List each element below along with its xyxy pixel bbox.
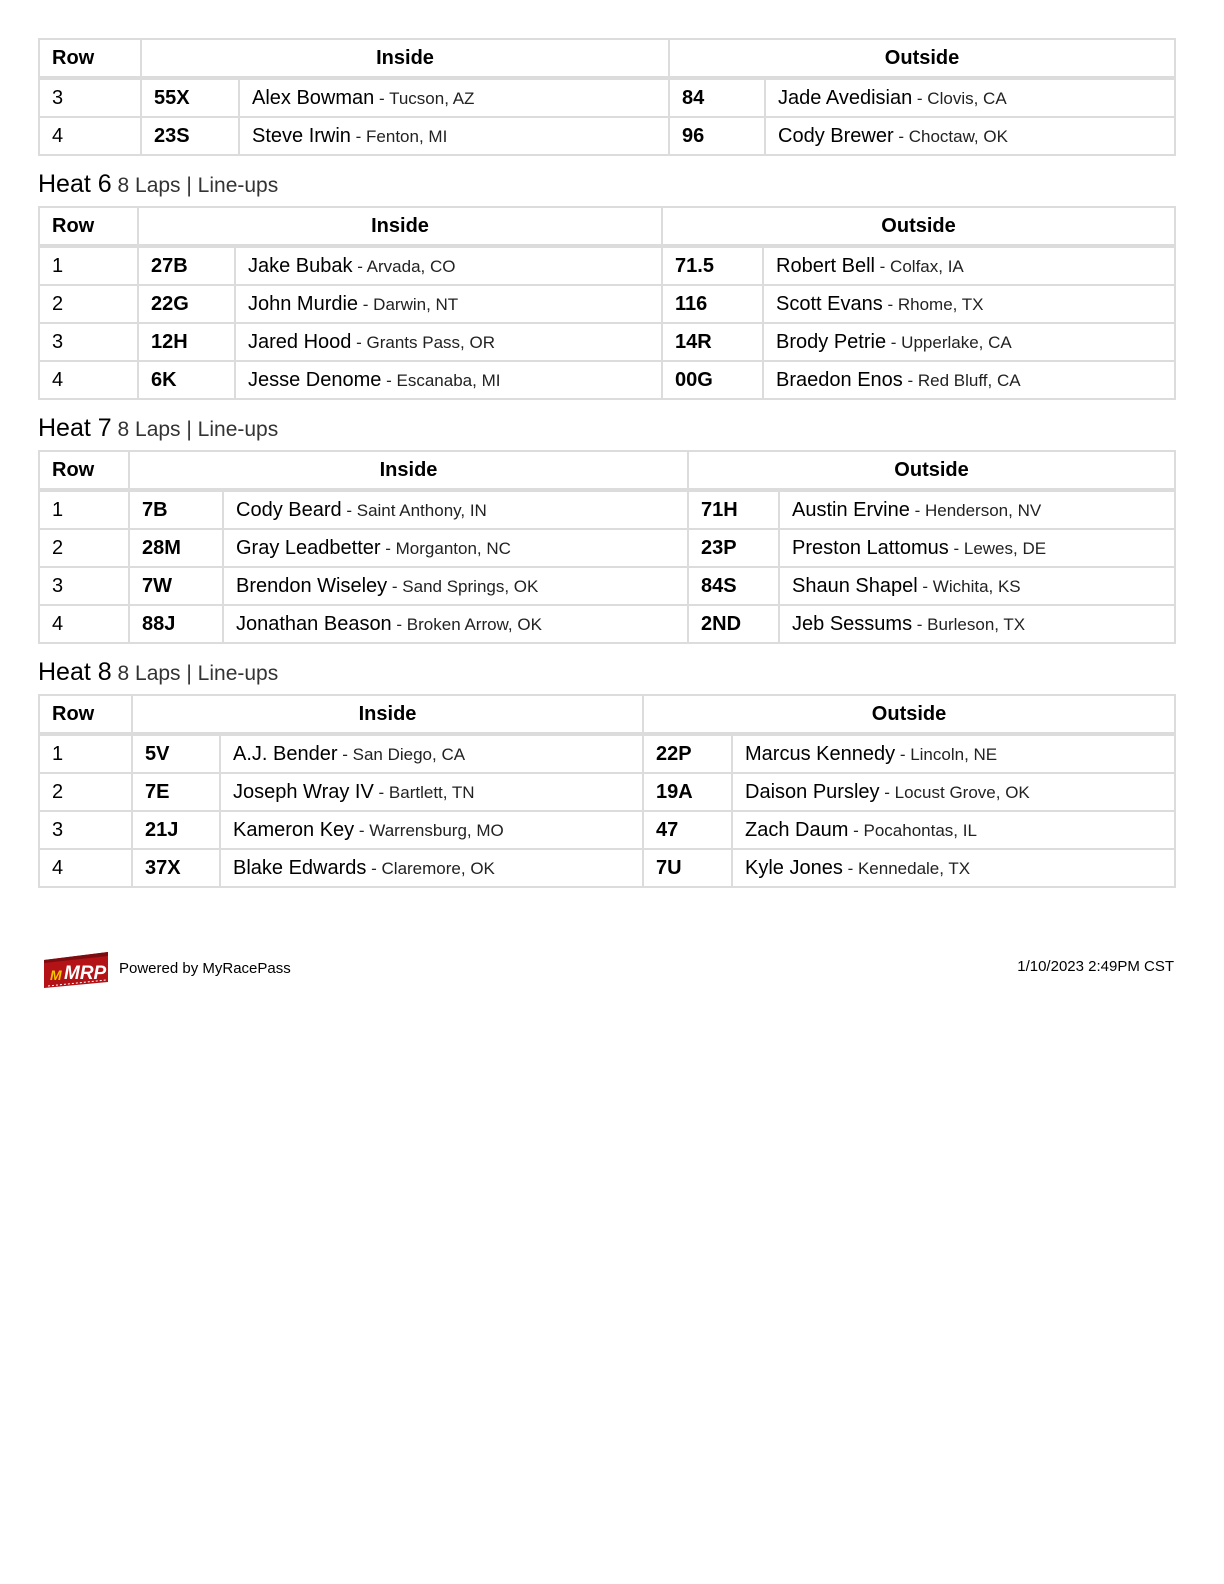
table-row <box>39 811 1175 849</box>
table-row <box>39 567 1175 605</box>
row-number: 3 <box>39 78 141 117</box>
driver-name: Shaun Shapel <box>792 574 918 597</box>
driver-hometown: - Kennedale, TX <box>842 858 971 878</box>
driver-name: Gray Leadbetter <box>236 536 381 559</box>
outside-car-number: 84 <box>669 78 765 117</box>
driver-name: John Murdie <box>248 292 359 315</box>
driver-hometown: - Broken Arrow, OK <box>391 614 542 634</box>
heat-subtitle: 8 Laps | Line-ups <box>111 418 279 441</box>
driver-name: Jeb Sessums <box>792 612 913 635</box>
outside-driver-cell <box>779 529 1175 567</box>
outside-car-number: 23P <box>688 529 779 567</box>
table-row <box>39 773 1175 811</box>
driver-name: Alex Bowman <box>252 86 375 109</box>
inside-driver-cell <box>223 529 688 567</box>
row-number: 3 <box>39 567 129 605</box>
outside-driver-cell <box>763 246 1175 285</box>
svg-text:MRP: MRP <box>64 963 107 984</box>
outside-car-number: 71.5 <box>662 246 763 285</box>
driver-hometown: - Fenton, MI <box>350 126 448 146</box>
heat-title: Heat 8 <box>38 658 112 686</box>
heat-7-heading <box>38 406 1174 450</box>
inside-car-number: 27B <box>138 246 235 285</box>
driver-name: Jake Bubak <box>248 254 353 277</box>
heat-subtitle: 8 Laps | Line-ups <box>111 662 279 685</box>
row-header: Row <box>39 451 129 490</box>
driver-name: Marcus Kennedy <box>745 742 896 765</box>
outside-car-number: 96 <box>669 117 765 155</box>
inside-driver-cell <box>235 323 662 361</box>
inside-driver-cell <box>220 773 643 811</box>
driver-name: Cody Beard <box>236 498 342 521</box>
driver-name: Jared Hood <box>248 330 352 353</box>
driver-name: Jade Avedisian <box>778 86 913 109</box>
heat-7-table <box>38 450 1176 644</box>
inside-driver-cell <box>220 849 643 887</box>
driver-name: Steve Irwin <box>252 124 351 147</box>
driver-hometown: - San Diego, CA <box>337 744 466 764</box>
inside-car-number: 6K <box>138 361 235 399</box>
row-number: 1 <box>39 246 138 285</box>
table-row <box>39 490 1175 529</box>
driver-hometown: - Sand Springs, OK <box>387 576 539 596</box>
driver-name: Kyle Jones <box>745 856 843 879</box>
heat-title: Heat 6 <box>38 170 112 198</box>
row-header: Row <box>39 695 132 734</box>
table-header-row <box>39 695 1175 734</box>
outside-driver-cell <box>779 605 1175 643</box>
outside-car-number: 47 <box>643 811 732 849</box>
outside-car-number: 14R <box>662 323 763 361</box>
driver-hometown: - Rhome, TX <box>882 294 984 314</box>
svg-text:M: M <box>50 967 62 983</box>
inside-car-number: 22G <box>138 285 235 323</box>
driver-hometown: - Darwin, NT <box>358 294 459 314</box>
driver-hometown: - Clovis, CA <box>912 88 1007 108</box>
driver-name: Preston Lattomus <box>792 536 949 559</box>
driver-hometown: - Bartlett, TN <box>373 782 475 802</box>
heat-5-table <box>38 38 1176 156</box>
inside-car-number: 55X <box>141 78 239 117</box>
outside-header: Outside <box>669 39 1175 78</box>
outside-driver-cell <box>779 567 1175 605</box>
heat-title: Heat 7 <box>38 414 112 442</box>
driver-hometown: - Wichita, KS <box>917 576 1021 596</box>
driver-hometown: - Upperlake, CA <box>886 332 1012 352</box>
outside-car-number: 71H <box>688 490 779 529</box>
table-row <box>39 117 1175 155</box>
driver-hometown: - Colfax, IA <box>874 256 964 276</box>
outside-header: Outside <box>643 695 1175 734</box>
driver-hometown: - Choctaw, OK <box>893 126 1008 146</box>
inside-driver-cell <box>239 117 669 155</box>
row-number: 2 <box>39 529 129 567</box>
heat-6-table <box>38 206 1176 400</box>
row-number: 2 <box>39 285 138 323</box>
driver-hometown: - Locust Grove, OK <box>879 782 1030 802</box>
table-row <box>39 849 1175 887</box>
inside-car-number: 21J <box>132 811 220 849</box>
driver-hometown: - Pocahontas, IL <box>848 820 977 840</box>
powered-by-text: Powered by MyRacePass <box>119 960 291 977</box>
driver-hometown: - Warrensburg, MO <box>354 820 504 840</box>
outside-car-number: 2ND <box>688 605 779 643</box>
driver-hometown: - Red Bluff, CA <box>902 370 1021 390</box>
table-header-row <box>39 451 1175 490</box>
row-header: Row <box>39 207 138 246</box>
driver-hometown: - Morganton, NC <box>380 538 511 558</box>
inside-driver-cell <box>239 78 669 117</box>
driver-name: Robert Bell <box>776 254 875 277</box>
outside-driver-cell <box>732 849 1175 887</box>
row-number: 4 <box>39 117 141 155</box>
outside-car-number: 84S <box>688 567 779 605</box>
table-row <box>39 734 1175 773</box>
driver-hometown: - Claremore, OK <box>366 858 495 878</box>
inside-driver-cell <box>220 811 643 849</box>
inside-car-number: 7W <box>129 567 223 605</box>
outside-car-number: 116 <box>662 285 763 323</box>
driver-name: Daison Pursley <box>745 780 880 803</box>
inside-driver-cell <box>235 361 662 399</box>
inside-header: Inside <box>141 39 669 78</box>
driver-hometown: - Tucson, AZ <box>374 88 475 108</box>
driver-name: Kameron Key <box>233 818 355 841</box>
table-row <box>39 323 1175 361</box>
page-footer <box>38 944 1174 992</box>
outside-driver-cell <box>763 323 1175 361</box>
outside-car-number: 7U <box>643 849 732 887</box>
row-number: 1 <box>39 490 129 529</box>
driver-name: A.J. Bender <box>233 742 338 765</box>
page-content <box>38 38 1174 888</box>
outside-driver-cell <box>765 78 1175 117</box>
inside-car-number: 7E <box>132 773 220 811</box>
driver-name: Zach Daum <box>745 818 849 841</box>
inside-car-number: 23S <box>141 117 239 155</box>
inside-driver-cell <box>223 490 688 529</box>
outside-driver-cell <box>763 361 1175 399</box>
row-number: 4 <box>39 849 132 887</box>
driver-name: Jonathan Beason <box>236 612 392 635</box>
row-number: 4 <box>39 605 129 643</box>
driver-name: Brody Petrie <box>776 330 887 353</box>
table-header-row <box>39 207 1175 246</box>
driver-name: Braedon Enos <box>776 368 903 391</box>
inside-header: Inside <box>132 695 643 734</box>
inside-car-number: 37X <box>132 849 220 887</box>
heat-8-table <box>38 694 1176 888</box>
outside-header: Outside <box>662 207 1175 246</box>
driver-name: Joseph Wray IV <box>233 780 374 803</box>
driver-hometown: - Lincoln, NE <box>895 744 998 764</box>
outside-header: Outside <box>688 451 1175 490</box>
driver-name: Brendon Wiseley <box>236 574 388 597</box>
outside-car-number: 19A <box>643 773 732 811</box>
row-number: 4 <box>39 361 138 399</box>
driver-hometown: - Henderson, NV <box>909 500 1042 520</box>
outside-driver-cell <box>732 811 1175 849</box>
driver-hometown: - Saint Anthony, IN <box>341 500 487 520</box>
inside-header: Inside <box>138 207 662 246</box>
inside-car-number: 28M <box>129 529 223 567</box>
outside-driver-cell <box>779 490 1175 529</box>
outside-car-number: 22P <box>643 734 732 773</box>
table-row <box>39 78 1175 117</box>
row-number: 2 <box>39 773 132 811</box>
heat-6-heading <box>38 162 1174 206</box>
outside-car-number: 00G <box>662 361 763 399</box>
driver-name: Austin Ervine <box>792 498 910 521</box>
driver-name: Blake Edwards <box>233 856 367 879</box>
outside-driver-cell <box>765 117 1175 155</box>
row-number: 3 <box>39 323 138 361</box>
inside-car-number: 5V <box>132 734 220 773</box>
table-row <box>39 246 1175 285</box>
table-row <box>39 361 1175 399</box>
inside-driver-cell <box>220 734 643 773</box>
myracepass-logo-icon <box>42 948 110 988</box>
driver-hometown: - Burleson, TX <box>912 614 1026 634</box>
driver-hometown: - Arvada, CO <box>352 256 456 276</box>
table-row <box>39 529 1175 567</box>
row-number: 1 <box>39 734 132 773</box>
driver-name: Jesse Denome <box>248 368 382 391</box>
inside-car-number: 88J <box>129 605 223 643</box>
inside-header: Inside <box>129 451 688 490</box>
driver-name: Cody Brewer <box>778 124 894 147</box>
table-header-row <box>39 39 1175 78</box>
table-row <box>39 605 1175 643</box>
heat-8-heading <box>38 650 1174 694</box>
driver-name: Scott Evans <box>776 292 883 315</box>
outside-driver-cell <box>732 734 1175 773</box>
outside-driver-cell <box>732 773 1175 811</box>
inside-driver-cell <box>223 605 688 643</box>
inside-driver-cell <box>223 567 688 605</box>
driver-hometown: - Escanaba, MI <box>381 370 501 390</box>
inside-driver-cell <box>235 246 662 285</box>
generated-timestamp: 1/10/2023 2:49PM CST <box>1017 958 1174 975</box>
inside-car-number: 7B <box>129 490 223 529</box>
table-row <box>39 285 1175 323</box>
driver-hometown: - Lewes, DE <box>948 538 1047 558</box>
heat-subtitle: 8 Laps | Line-ups <box>111 174 279 197</box>
driver-hometown: - Grants Pass, OR <box>351 332 495 352</box>
row-number: 3 <box>39 811 132 849</box>
inside-driver-cell <box>235 285 662 323</box>
row-header: Row <box>39 39 141 78</box>
outside-driver-cell <box>763 285 1175 323</box>
inside-car-number: 12H <box>138 323 235 361</box>
